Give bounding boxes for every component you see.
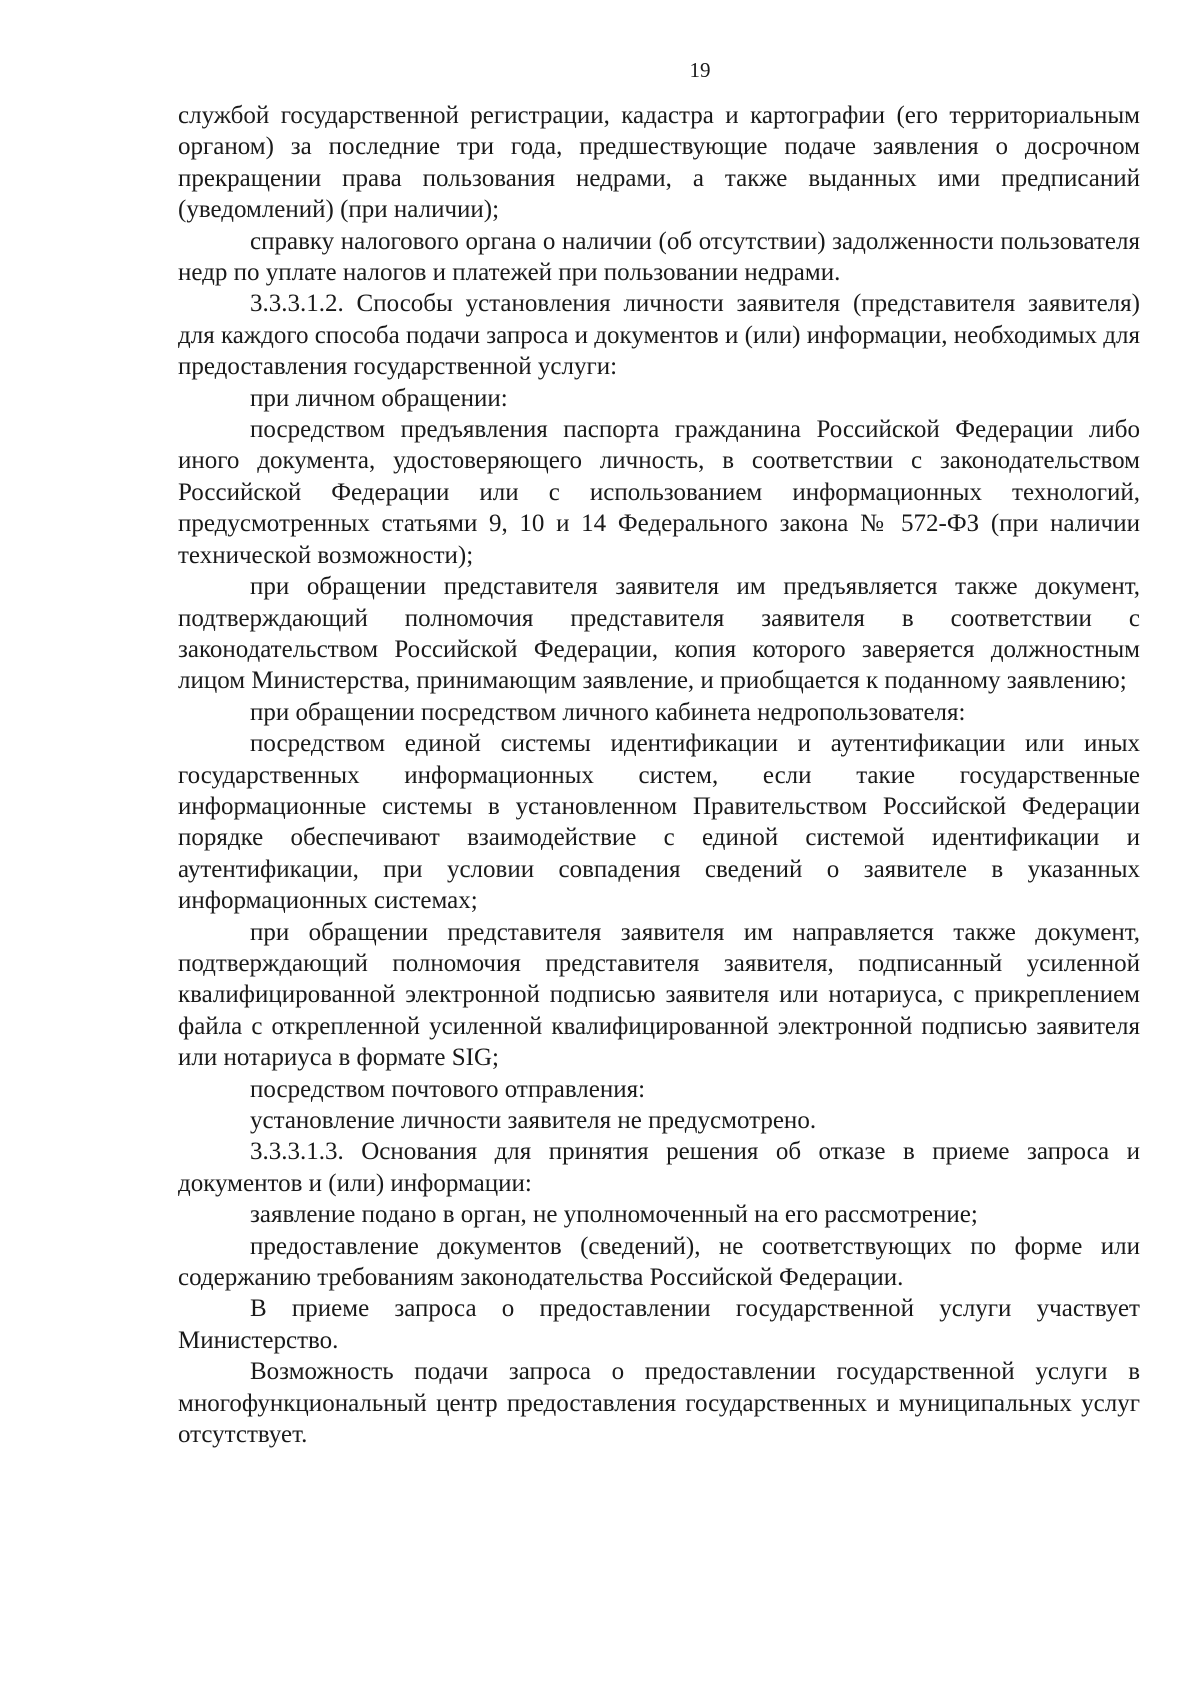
paragraph-personal-visit: при личном обращении: — [250, 384, 508, 412]
paragraph-representative-signature: при обращении представителя заявителя им направляется также документ, подтверждающий полномочия представителя заявителя, подписанный усиленной квалифицированной электронной подписью заявителя или нотариуса, с прикреплением файла с открепленной усиленной квалифицированной электронной подписью заявителя или нотариуса в формате SIG; — [178, 918, 1140, 1072]
paragraph-registration-service: службой государственной регистрации, кадастра и картографии (его территориальным органом) за последние три года, предшествующие подаче заявления о досрочном прекращении права пользования недрами, а также выданных ими предписаний (уведомлений) (при наличии); — [178, 102, 1140, 224]
paragraph-representative-document: при обращении представителя заявителя им предъявляется также документ, подтверждающий полномочия представителя заявителя в соответствии с законодательством Российской Федерации, копия которого заверяется должностным лицом Министерства, принимающим заявление, и приобщается к поданному заявлению; — [178, 573, 1140, 695]
paragraph-passport-presentation: посредством предъявления паспорта гражданина Российской Федерации либо иного документа, удостоверяющего личность, в соответствии с законодательством Российской Федерации или с использованием информационных технологий, предусмотренных статьями 9, 10 и 14 Федерального закона № 572-ФЗ (при наличии технической возможности); — [178, 416, 1140, 569]
paragraph-postal: посредством почтового отправления: — [250, 1075, 646, 1103]
paragraph-tax-certificate: справку налогового органа о наличии (об отсутствии) задолженности пользователя недр по уплате налогов и платежей при пользовании недрами. — [178, 227, 1140, 287]
paragraph-esia-identification: посредством единой системы идентификации и аутентификации или иных государственных информационных систем, если такие государственные информационные системы в установленном Правительством Российской Федерации порядке обеспечивают взаимодействие с единой системой идентификации и аутентификации, при условии совпадения сведений о заявителе в указанных информационных системах; — [178, 730, 1140, 915]
paragraph-no-identification: установление личности заявителя не предусмотрено. — [250, 1107, 817, 1134]
page-number: 19 — [689, 58, 711, 82]
paragraph-personal-account: при обращении посредством личного кабинета недропользователя: — [250, 698, 966, 726]
paragraph-wrong-authority: заявление подано в орган, не уполномоченный на его рассмотрение; — [250, 1201, 978, 1229]
paragraph-ministry-participation: В приеме запроса о предоставлении государственной услуги участвует Министерство. — [178, 1295, 1140, 1354]
document-body — [178, 100, 1140, 1450]
paragraph-nonconforming-documents: предоставление документов (сведений), не соответствующих по форме или содержанию требованиям законодательства Российской Федерации. — [178, 1232, 1140, 1292]
paragraph-section-3-3-3-1-2: 3.3.3.1.2. Способы установления личности заявителя (представителя заявителя) для каждого способа подачи запроса и документов и (или) информации, необходимых для предоставления государственной услуги: — [178, 290, 1140, 381]
paragraph-mfc-unavailable: Возможность подачи запроса о предоставлении государственной услуги в многофункциональный центр предоставления государственных и муниципальных услуг отсутствует. — [178, 1358, 1140, 1449]
paragraph-section-3-3-3-1-3: 3.3.3.1.3. Основания для принятия решения об отказе в приеме запроса и документов и (или) информации: — [178, 1138, 1140, 1197]
